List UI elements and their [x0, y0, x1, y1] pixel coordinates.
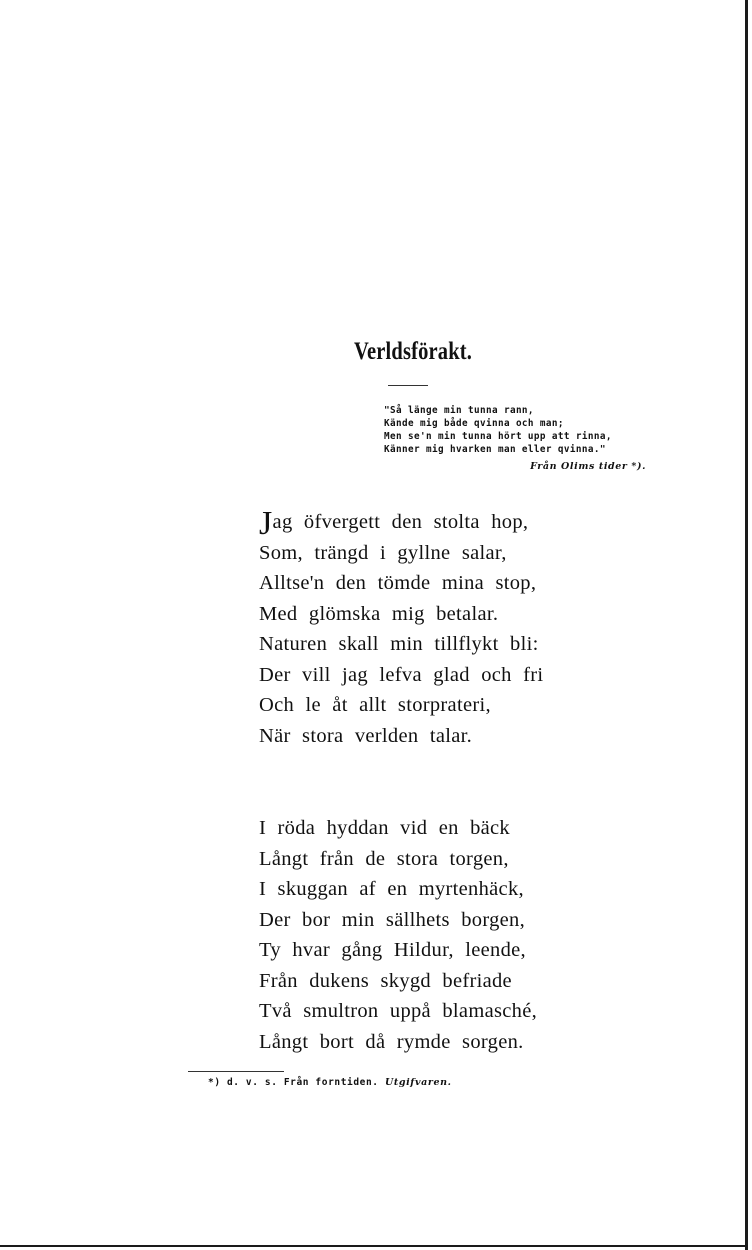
verse-line-text: ag öfvergett den stolta hop, — [272, 511, 529, 533]
stanza-2 — [259, 813, 559, 1057]
verse-line: När stora verlden talar. — [259, 724, 473, 747]
footnote-editor: Utgifvaren. — [384, 1077, 452, 1088]
page-edge-right — [745, 0, 748, 1250]
page-edge-bottom — [0, 1245, 748, 1247]
verse-line: Som, trängd i gyllne salar, — [259, 541, 507, 564]
footnote-rule — [188, 1071, 284, 1072]
epigraph-line: Känner mig hvarken man eller qvinna." — [384, 444, 606, 455]
epigraph-source: Från Olims tider *). — [530, 461, 646, 472]
verse-line: Naturen skall min tillflykt bli: — [259, 633, 539, 655]
verse-line: Långt från de stora torgen, — [259, 847, 509, 870]
verse-line: Och le åt allt storprateri, — [259, 694, 491, 716]
verse-line: Der bor min sällhets borgen, — [259, 908, 526, 931]
title-rule — [388, 385, 428, 386]
poem-title: Verldsförakt. — [353, 338, 473, 365]
verse-line: Långt bort då rymde sorgen. — [259, 1030, 524, 1053]
epigraph-line: Men se'n min tunna hört upp att rinna, — [384, 431, 612, 442]
verse-line: Der vill jag lefva glad och fri — [259, 663, 544, 686]
verse-line: Två smultron uppå blamasché, — [259, 1000, 538, 1022]
epigraph-line: "Så länge min tunna rann, — [384, 405, 534, 416]
epigraph — [384, 404, 646, 473]
drop-cap: J — [259, 505, 273, 542]
footnote-text: *) d. v. s. Från forntiden. — [208, 1077, 379, 1088]
verse-line: Från dukens skygd befriade — [259, 969, 512, 992]
verse-line: Med glömska mig betalar. — [259, 602, 499, 625]
epigraph-line: Kände mig både qvinna och man; — [384, 418, 564, 429]
verse-line: Alltse'n den tömde mina stop, — [259, 572, 537, 594]
verse-line: I skuggan af en myrtenhäck, — [259, 878, 524, 900]
verse-line: Ty hvar gång Hildur, leende, — [259, 939, 526, 961]
stanza-1 — [259, 507, 559, 751]
verse-line — [259, 505, 559, 542]
footnote — [208, 1077, 452, 1088]
verse-line: I röda hyddan vid en bäck — [259, 817, 510, 839]
